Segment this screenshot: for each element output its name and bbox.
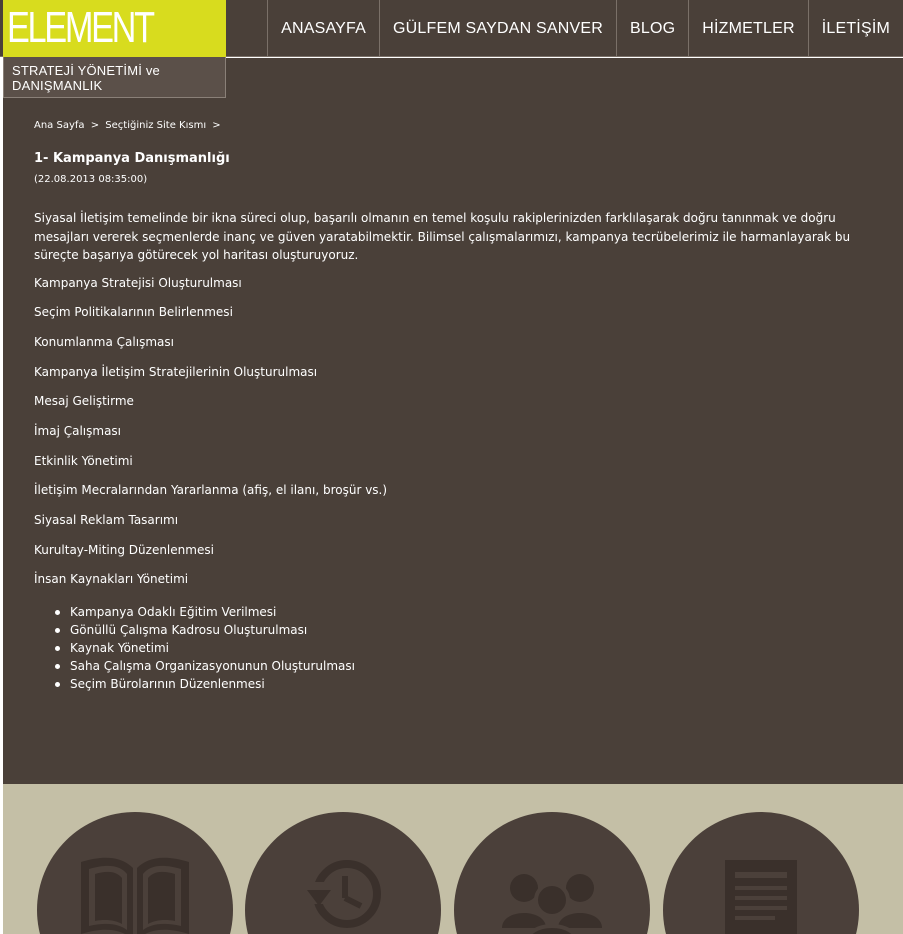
bullet-item: Kampanya Odaklı Eğitim Verilmesi [70, 603, 884, 621]
list-item: Mesaj Geliştirme [34, 394, 134, 409]
bullet-item: Kaynak Yönetimi [70, 639, 884, 657]
footer-document-link[interactable] [663, 812, 859, 934]
people-icon [454, 812, 650, 934]
logo-text: ELEMENT [7, 3, 153, 52]
list-item: İletişim Mecralarından Yararlanma (afiş, el ilanı, broşür vs.) [34, 483, 388, 498]
tagline [3, 57, 226, 98]
list-item: Kampanya Stratejisi Oluşturulması [34, 275, 242, 290]
breadcrumb-current: Seçtiğiniz Site Kısmı [105, 120, 207, 131]
bullet-list [34, 603, 884, 693]
list-item: İmaj Çalışması [34, 423, 122, 438]
logo[interactable] [3, 0, 226, 57]
breadcrumb-home[interactable]: Ana Sayfa [34, 120, 85, 131]
nav-item-hizmetler[interactable]: HİZMETLER [688, 0, 807, 57]
breadcrumb-separator-trailing: > [212, 120, 221, 131]
bullet-item: Gönüllü Çalışma Kadrosu Oluşturulması [70, 621, 884, 639]
list-item: Siyasal Reklam Tasarımı [34, 513, 179, 527]
list-item: Etkinlik Yönetimi [34, 453, 133, 468]
tagline-line-2: DANIŞMANLIK [12, 78, 103, 93]
main-content [3, 58, 903, 784]
footer-icons-bar [3, 784, 903, 934]
list-item: Kampanya İletişim Stratejilerinin Oluşturulması [34, 364, 318, 379]
list-item: Seçim Politikalarının Belirlenmesi [34, 305, 233, 320]
service-list [34, 276, 884, 603]
footer-history-link[interactable] [245, 812, 441, 934]
history-icon [245, 812, 441, 934]
page-title: 1- Kampanya Danışmanlığı [34, 151, 230, 166]
bullet-item: Seçim Bürolarının Düzenlenmesi [70, 675, 884, 693]
footer-people-link[interactable] [454, 812, 650, 934]
list-item: Konumlanma Çalışması [34, 334, 174, 349]
breadcrumb-separator: > [90, 120, 100, 131]
article [34, 120, 884, 693]
breadcrumb [34, 120, 884, 132]
nav-item-anasayfa[interactable]: ANASAYFA [267, 0, 379, 57]
footer-book-link[interactable] [37, 812, 233, 934]
post-date: (22.08.2013 08:35:00) [34, 174, 148, 185]
document-icon [663, 812, 859, 934]
nav-item-gulfem-saydan-sanver[interactable]: GÜLFEM SAYDAN SANVER [379, 0, 616, 57]
list-item: Kurultay-Miting Düzenlenmesi [34, 542, 214, 557]
main-nav [267, 0, 903, 57]
intro-paragraph: Siyasal İletişim temelinde bir ikna süreci olup, başarılı olmanın en temel koşulu rakiplerinizden farklılaşarak doğru tanınmak ve doğru mesajları vererek seçmenlerde inanç ve güven yaratabilmektir. Bilimsel çalışmalarımızı, kampanya tecrübelerimiz ile harmanlayarak bu süreçte başarıya götürecek yol haritası oluşturuyoruz. [34, 211, 851, 262]
bullet-item: Saha Çalışma Organizasyonunun Oluşturulması [70, 657, 884, 675]
book-icon [37, 812, 233, 934]
tagline-line-1: STRATEJİ YÖNETİMİ ve [12, 63, 160, 78]
list-item: İnsan Kaynakları Yönetimi [34, 572, 189, 587]
nav-item-iletisim[interactable]: İLETİŞİM [808, 0, 903, 57]
nav-item-blog[interactable]: BLOG [616, 0, 688, 57]
